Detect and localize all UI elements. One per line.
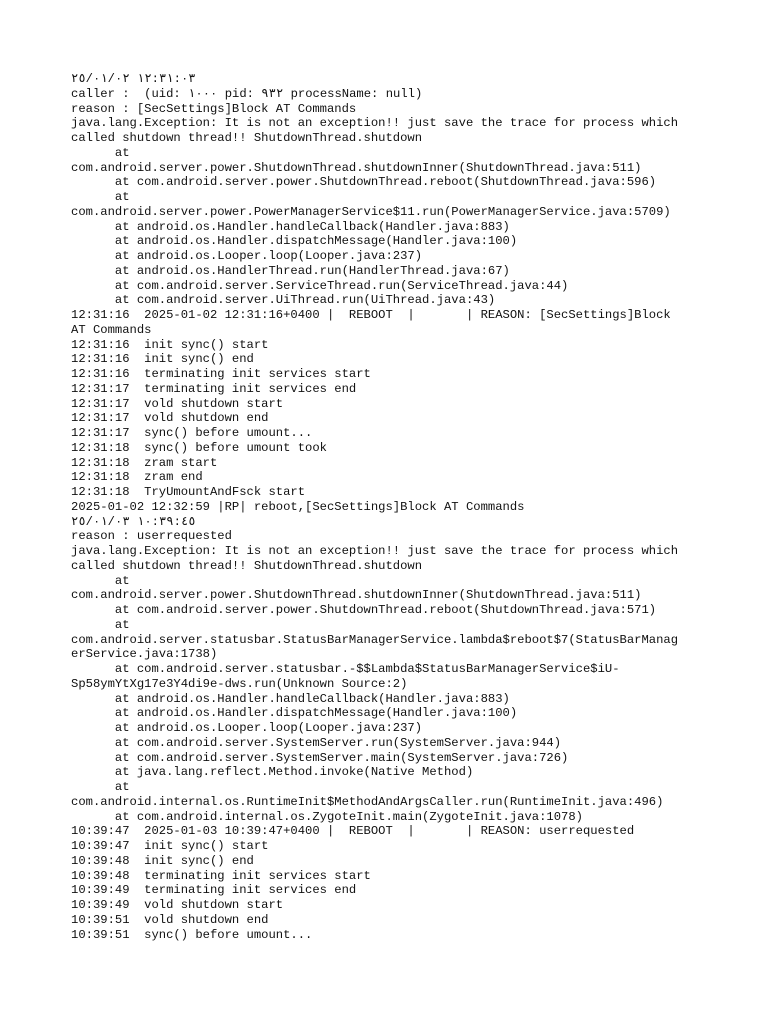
log-line: 10:39:48 terminating init services start: [71, 868, 371, 883]
log-line: called shutdown thread!! ShutdownThread.shutdown: [71, 131, 423, 145]
log-line: 12:31:18 zram end: [71, 470, 203, 485]
log-line: com.android.server.statusbar.StatusBarManagerService.lambda$reboot$7(StatusBarManag: [71, 632, 679, 647]
log-line: at com.android.server.SystemServer.main(SystemServer.java:726): [71, 750, 569, 765]
log-line: at: [71, 573, 130, 588]
log-line: com.android.internal.os.RuntimeInit$MethodAndArgsCaller.run(RuntimeInit.java:496): [71, 794, 664, 809]
log-line: reason : userrequested: [71, 529, 232, 544]
log-line: 12:31:18 TryUmountAndFsck start: [71, 485, 306, 499]
log-line: erService.java:1738): [71, 647, 218, 662]
log-line: 12:31:18 sync() before umount took: [71, 440, 327, 455]
log-line: 12:31:16 init sync() end: [71, 352, 254, 367]
log-line: ١٠:٣٩:٤٥ ٢٥/٠١/٠٣: [71, 514, 196, 529]
log-line: 12:31:16 terminating init services start: [71, 367, 371, 381]
log-line: at java.lang.reflect.Method.invoke(Native Method): [71, 765, 474, 780]
log-line: 10:39:51 sync() before umount...: [71, 927, 313, 942]
log-line: java.lang.Exception: It is not an exception!! just save the trace for process which: [71, 544, 679, 558]
log-line: java.lang.Exception: It is not an exception!! just save the trace for process which: [71, 116, 679, 131]
log-document: [71, 72, 711, 942]
log-line: at android.os.Looper.loop(Looper.java:237): [71, 721, 423, 735]
log-line: at android.os.Handler.dispatchMessage(Handler.java:100): [71, 706, 518, 721]
log-line: at com.android.server.statusbar.-$$Lambda$StatusBarManagerService$iU-: [71, 662, 620, 676]
log-line: 12:31:16 2025-01-02 12:31:16+0400 | REBOOT | | REASON: [SecSettings]Block: [71, 308, 671, 322]
log-line: com.android.server.power.ShutdownThread.shutdownInner(ShutdownThread.java:511): [71, 588, 642, 603]
log-line: at com.android.internal.os.ZygoteInit.main(ZygoteInit.java:1078): [71, 809, 583, 824]
log-line: at android.os.Looper.loop(Looper.java:237): [71, 249, 423, 263]
log-line: at: [71, 780, 130, 794]
log-line: com.android.server.power.ShutdownThread.shutdownInner(ShutdownThread.java:511): [71, 160, 642, 175]
log-line: at com.android.server.power.ShutdownThread.reboot(ShutdownThread.java:596): [71, 175, 657, 190]
log-line: at com.android.server.ServiceThread.run(ServiceThread.java:44): [71, 278, 569, 293]
log-line: at com.android.server.power.ShutdownThread.reboot(ShutdownThread.java:571): [71, 603, 657, 617]
log-line: 10:39:49 terminating init services end: [71, 883, 357, 898]
log-line: reason : [SecSettings]Block AT Commands: [71, 101, 357, 116]
log-line: at: [71, 190, 130, 204]
log-line: 10:39:51 vold shutdown end: [71, 912, 269, 927]
log-line: 12:31:17 vold shutdown end: [71, 411, 269, 426]
log-line: ١٢:٣١:٠٣ ٢٥/٠١/٠٢: [71, 72, 196, 86]
log-line: 10:39:47 2025-01-03 10:39:47+0400 | REBOOT | | REASON: userrequested: [71, 824, 635, 839]
log-line: caller : (uid: ١٠٠٠ pid: ٩٣٢ processName: null): [71, 86, 423, 101]
log-line: 12:31:18 zram start: [71, 455, 218, 470]
log-line: AT Commands: [71, 322, 152, 337]
log-line: at: [71, 617, 130, 632]
log-line: at com.android.server.UiThread.run(UiThread.java:43): [71, 293, 496, 308]
log-line: at android.os.Handler.dispatchMessage(Handler.java:100): [71, 234, 518, 249]
log-line: 2025-01-02 12:32:59 |RP| reboot,[SecSettings]Block AT Commands: [71, 499, 525, 514]
log-line: 12:31:17 sync() before umount...: [71, 426, 313, 440]
log-line: called shutdown thread!! ShutdownThread.shutdown: [71, 558, 423, 573]
log-line: at android.os.Handler.handleCallback(Handler.java:883): [71, 691, 510, 706]
log-line: at android.os.HandlerThread.run(HandlerThread.java:67): [71, 263, 510, 278]
log-line: 12:31:16 init sync() start: [71, 337, 269, 352]
log-line: 12:31:17 terminating init services end: [71, 381, 357, 396]
log-line: at com.android.server.SystemServer.run(SystemServer.java:944): [71, 735, 562, 750]
log-line: 10:39:48 init sync() end: [71, 853, 254, 868]
log-line: at: [71, 145, 130, 160]
log-line: 12:31:17 vold shutdown start: [71, 396, 284, 411]
log-line: 10:39:49 vold shutdown start: [71, 898, 284, 912]
log-line: com.android.server.power.PowerManagerService$11.run(PowerManagerService.java:5709): [71, 204, 671, 219]
log-line: Sp58ymYtXg17e3Y4di9e-dws.run(Unknown Source:2): [71, 676, 408, 691]
log-line: 10:39:47 init sync() start: [71, 839, 269, 853]
log-line: at android.os.Handler.handleCallback(Handler.java:883): [71, 219, 510, 234]
